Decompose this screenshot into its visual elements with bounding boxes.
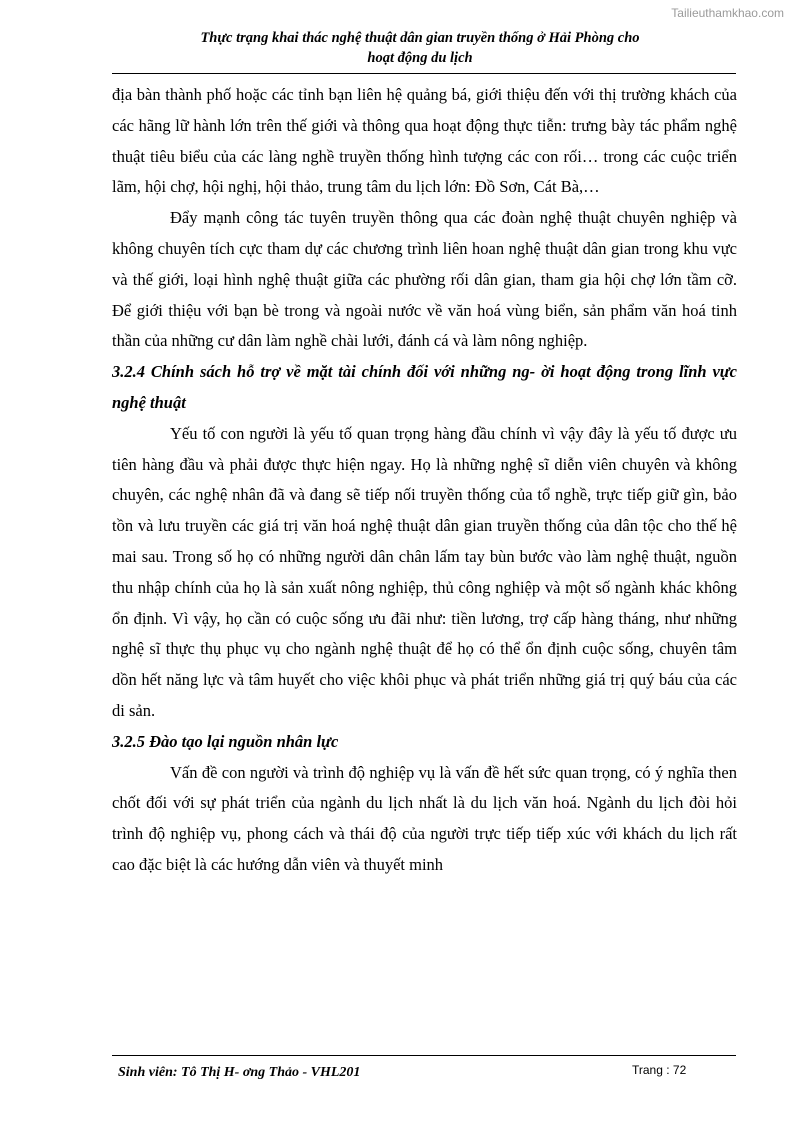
footer-divider xyxy=(112,1055,736,1056)
footer-student-name: Sinh viên: Tô Thị H- ơng Thảo - VHL201 xyxy=(118,1065,361,1080)
header-title-line2: hoạt động du lịch xyxy=(367,50,473,66)
page-number: Trang : 72 xyxy=(632,1063,687,1077)
section-heading-3-2-4: 3.2.4 Chính sách hỗ trợ về mặt tài chính đối với những ng- ời hoạt động trong lĩnh vực nghệ thuật xyxy=(112,362,737,412)
page-header xyxy=(110,28,730,68)
paragraph-3: Yếu tố con người là yếu tố quan trọng hàng đầu chính vì vậy đây là yếu tố được ưu tiên hàng đầu và phải được thực hiện ngay. Họ là những nghệ sĩ diễn viên chuyên và không chuyên, các nghệ nhân đã và đang sẽ tiếp nối truyền thống của tổ nghề, trực tiếp giữ gìn, bảo tồn và lưu truyền các giá trị văn hoá nghệ thuật dân gian truyền thống của dân tộc cho thế hệ mai sau. Trong số họ có những người dân chân lấm tay bùn bước vào làm nghệ thuật, nguồn thu nhập chính của họ là sản xuất nông nghiệp, thủ công nghiệp và một số ngành khác không ổn định. Vì vậy, họ cần có cuộc sống ưu đãi như: tiền lương, trợ cấp hàng tháng, như những nghệ sĩ thực thụ phục vụ cho ngành nghệ thuật để họ có thể ổn định cuộc sống, chuyên tâm dồn hết năng lực và tâm huyết cho việc khôi phục và phát triển những giá trị quý báu của các di sản. xyxy=(112,423,737,720)
paragraph-2: Đẩy mạnh công tác tuyên truyền thông qua các đoàn nghệ thuật chuyên nghiệp và không chuyên tích cực tham dự các chương trình liên hoan nghệ thuật dân gian trong khu vực và thế giới, loại hình nghệ thuật giữa các phường rối dân gian, tham gia hội chợ lớn tầm cỡ. Để giới thiệu với bạn bè trong và ngoài nước về văn hoá vùng biển, sản phẩm văn hoá tinh thần của những cư dân làm nghề chài lưới, đánh cá và làm nông nghiệp. xyxy=(112,208,737,351)
paragraph-4: Vấn đề con người và trình độ nghiệp vụ là vấn đề hết sức quan trọng, có ý nghĩa then chốt đối với sự phát triển của ngành du lịch nhất là du lịch văn hoá. Ngành du lịch đòi hỏi trình độ nghiệp vụ, phong cách và thái độ của người trực tiếp tiếp xúc với khách du lịch rất cao đặc biệt là các hướng dẫn viên và thuyết minh xyxy=(112,762,737,874)
header-divider xyxy=(112,73,736,74)
paragraph-1: địa bàn thành phố hoặc các tỉnh bạn liên hệ quảng bá, giới thiệu đến với thị trường khách của các hãng lữ hành lớn trên thế giới và thông qua hoạt động thực tiễn: trưng bày tác phẩm nghệ thuật tiêu biểu của các làng nghề truyền thống hình tượng các con rối… trong các cuộc triển lãm, hội chợ, hội nghị, hội thảo, trung tâm du lịch lớn: Đồ Sơn, Cát Bà,… xyxy=(112,85,737,197)
header-title-line1: Thực trạng khai thác nghệ thuật dân gian truyền thống ở Hải Phòng cho xyxy=(200,30,640,46)
watermark: Tailieuthamkhao.com xyxy=(671,6,784,20)
section-heading-3-2-5: 3.2.5 Đào tạo lại nguồn nhân lực xyxy=(112,731,339,751)
document-body xyxy=(112,80,737,881)
